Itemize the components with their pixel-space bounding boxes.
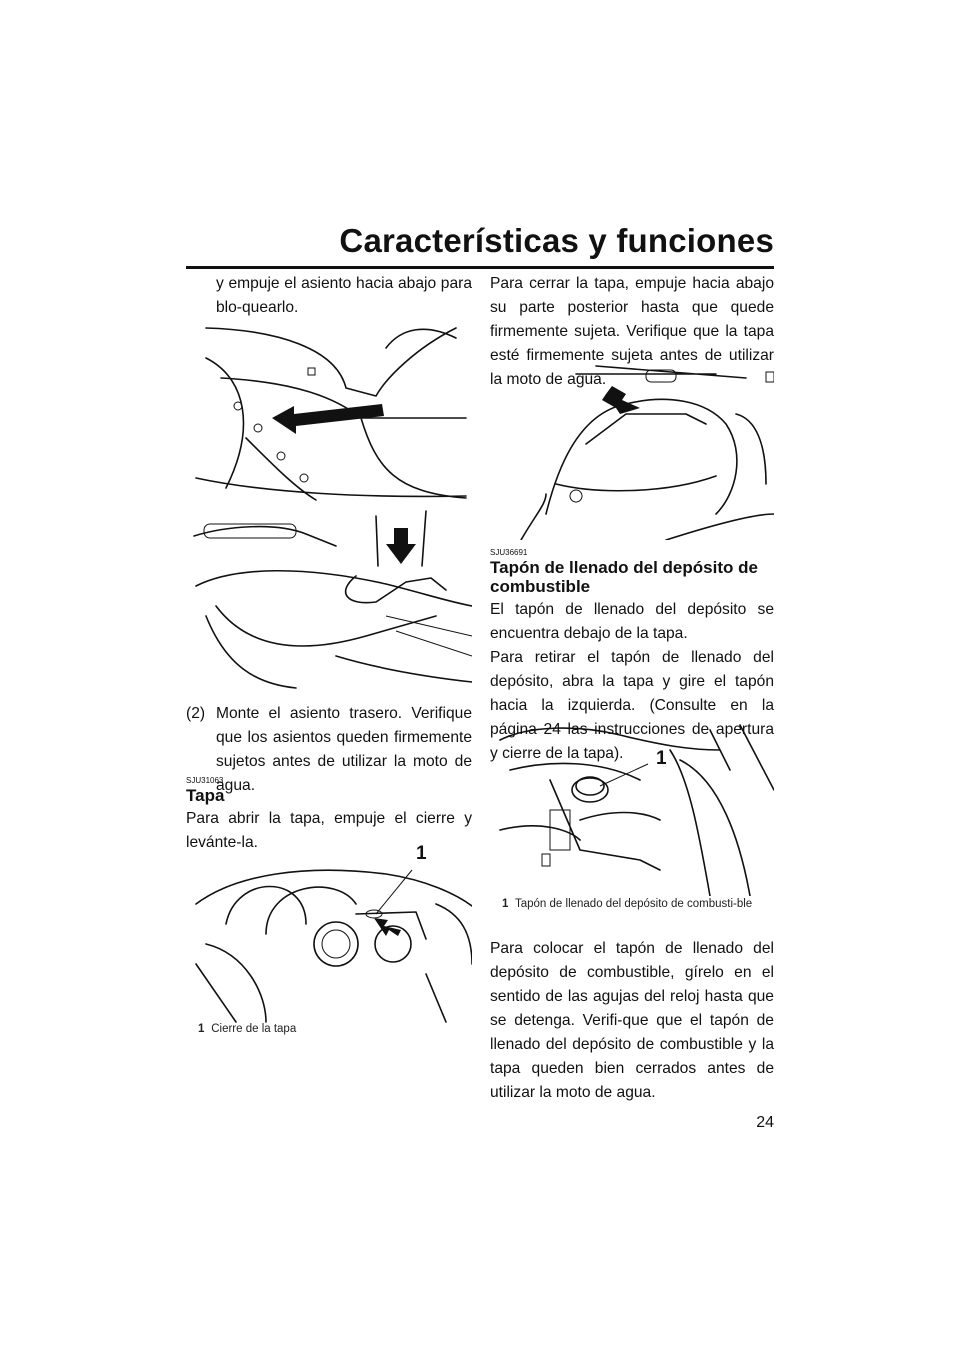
section-heading: Tapa (186, 786, 225, 805)
illustration-seat-press (186, 506, 472, 692)
figure-caption-fuel-cap (502, 898, 772, 911)
paragraph-fuel-location: El tapón de llenado del depósito se encuentra debajo de la tapa. (490, 601, 774, 642)
section-code: SJU31063 (186, 776, 224, 785)
caption-text: Tapón de llenado del depósito de combusti-ble (515, 898, 753, 910)
callout-1-latch: 1 (416, 843, 427, 864)
step-2-number: (2) (186, 705, 206, 722)
paragraph-fuel-install-block (490, 937, 774, 1105)
title-divider (186, 266, 774, 269)
caption-text: Cierre de la tapa (211, 1023, 297, 1035)
page-number: 24 (756, 1114, 774, 1131)
paragraph-seat-lock: y empuje el asiento hacia abajo para blo-quearlo. (216, 275, 472, 316)
callout-1-fuel-cap: 1 (656, 748, 667, 769)
page-title: Características y funciones (339, 222, 774, 259)
illustration-seat-slide (186, 318, 472, 504)
caption-number: 1 (198, 1023, 205, 1035)
caption-number: 1 (502, 898, 509, 910)
section-code: SJU36691 (490, 548, 528, 557)
paragraph-fuel-install: Para colocar el tapón de llenado del depósito de combustible, gírelo en el sentido de las agujas del reloj hasta que se detenga. Verifi-que que el tapón de llenado del depósito de combustible y la tapa queden bien cerrados antes de utilizar la moto de agua. (490, 940, 774, 1101)
figure-caption-latch (198, 1023, 468, 1036)
section-text: Para abrir la tapa, empuje el cierre y levánte-la. (186, 810, 472, 851)
illustration-hood-latch (186, 844, 472, 1024)
paragraph-close-hood: Para cerrar la tapa, empuje hacia abajo su parte posterior hasta que quede firmemente sujeta. Verifique que la tapa esté firmemente sujeta antes de utilizar la moto de agua. (490, 275, 774, 388)
paragraph-fuel-remove: Para retirar el tapón de llenado del depósito, abra la tapa y gire el tapón hacia la izquierda. (Consulte en la página 24 las instrucciones de apertura y cierre de la tapa). (490, 649, 774, 762)
section-heading: Tapón de llenado del depósito de combustible (490, 558, 758, 596)
step-2-text: Monte el asiento trasero. Verifique que los asientos queden firmemente sujetos antes de utilizar la moto de agua. (216, 705, 472, 794)
illustration-fuel-cap (490, 720, 774, 896)
left-column (186, 272, 472, 320)
illustration-hood-close (516, 364, 774, 540)
